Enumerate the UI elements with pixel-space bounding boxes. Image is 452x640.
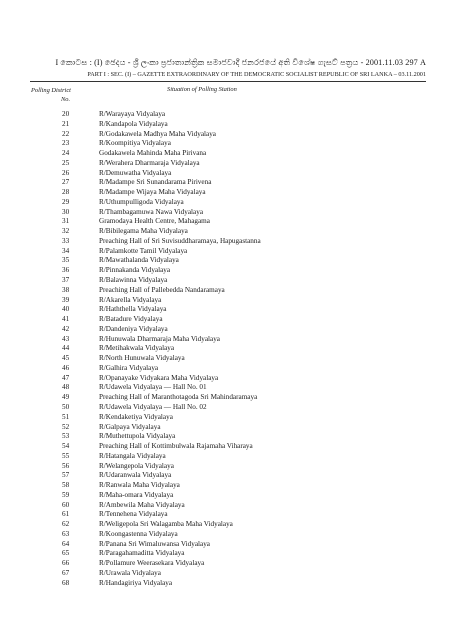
polling-district-number: 41	[62, 315, 70, 324]
table-row	[0, 247, 430, 257]
table-row	[0, 510, 430, 520]
polling-station-name: Preaching Hall of Sri Suvisuddharamaya, Hapugastanna	[99, 236, 261, 245]
polling-district-number: 66	[62, 559, 70, 568]
polling-station-name: R/Udawela Vidyalaya — Hall No. 02	[99, 402, 207, 411]
polling-station-name: R/Urawala Vidyalaya	[99, 568, 161, 577]
polling-station-name: R/Kendaketiya Vidyalaya	[99, 412, 173, 421]
polling-district-number: 55	[62, 451, 70, 460]
table-row	[0, 237, 430, 247]
polling-district-number: 67	[62, 568, 70, 577]
table-row	[0, 130, 430, 140]
table-row	[0, 325, 430, 335]
polling-station-name: R/Werahera Dharmaraja Vidyalaya	[99, 158, 200, 167]
polling-district-number: 63	[62, 529, 70, 538]
polling-district-number: 49	[62, 393, 70, 402]
table-row	[0, 217, 430, 227]
polling-station-name: R/Dandeniya Vidyalaya	[99, 324, 168, 333]
polling-station-name: R/Uthumpulligoda Vidyalaya	[99, 197, 184, 206]
polling-district-number: 33	[62, 236, 70, 245]
table-row	[0, 579, 430, 589]
table-row	[0, 432, 430, 442]
table-row	[0, 159, 430, 169]
polling-station-name: R/Paragahamaditta Vidyalaya	[99, 549, 185, 558]
polling-station-name: R/Koongastenna Vidyalaya	[99, 529, 178, 538]
table-row	[0, 491, 430, 501]
polling-district-number: 52	[62, 422, 70, 431]
table-row	[0, 520, 430, 530]
polling-district-number: 30	[62, 207, 70, 216]
polling-district-number: 25	[62, 158, 70, 167]
column-header-district-no: No.	[61, 96, 71, 103]
polling-station-name: R/Balawinna Vidyalaya	[99, 276, 168, 285]
column-header-polling-district	[31, 86, 71, 104]
polling-district-number: 61	[62, 510, 70, 519]
polling-station-name: R/Hunuwala Dharmaraja Maha Vidyalaya	[99, 334, 220, 343]
polling-district-number: 22	[62, 129, 70, 138]
table-row	[0, 188, 430, 198]
polling-station-name: R/Haththella Vidyalaya	[99, 305, 167, 314]
table-row	[0, 344, 430, 354]
polling-station-name: R/Welangepola Vidyalaya	[99, 461, 174, 470]
polling-station-name: R/Ranwala Maha Vidyalaya	[99, 481, 180, 490]
table-row	[0, 393, 430, 403]
polling-district-number: 29	[62, 197, 70, 206]
polling-district-number: 40	[62, 305, 70, 314]
polling-station-name: R/North Hunuwala Vidyalaya	[99, 354, 185, 363]
table-row	[0, 139, 430, 149]
table-row	[0, 403, 430, 413]
polling-district-number: 51	[62, 412, 70, 421]
polling-station-name: R/Akarella Vidyalaya	[99, 295, 162, 304]
table-row	[0, 413, 430, 423]
header-rule	[30, 81, 426, 82]
polling-station-name: R/Handagiriya Vidyalaya	[99, 578, 173, 587]
polling-district-number: 46	[62, 363, 70, 372]
polling-district-number: 47	[62, 373, 70, 382]
column-header-district-label: Polling District	[31, 87, 71, 94]
polling-district-number: 26	[62, 168, 70, 177]
polling-station-name: R/Mawathalanda Vidyalaya	[99, 256, 179, 265]
polling-station-list	[0, 110, 430, 589]
polling-district-number: 32	[62, 227, 70, 236]
polling-station-name: R/Ambewila Maha Vidyalaya	[99, 500, 185, 509]
polling-station-name: R/Pinnakanda Vidyalaya	[99, 266, 171, 275]
column-header-polling-station: Situation of Polling Station	[167, 86, 237, 93]
polling-station-name: R/Palamkotte Tamil Vidyalaya	[99, 246, 188, 255]
polling-station-name: R/Hatangala Vidyalaya	[99, 451, 166, 460]
polling-district-number: 31	[62, 217, 70, 226]
table-row	[0, 266, 430, 276]
polling-station-name: R/Bibilegama Maha Vidyalaya	[99, 227, 188, 236]
table-row	[0, 315, 430, 325]
polling-station-name: R/Warayaya Vidyalaya	[99, 110, 166, 118]
gazette-header-sinhala: I කොටස : (I) ඡෙදය - ශ්‍රී ලංකා ප්‍රජාතාන්ත්‍රික සමාජවාදී ජනරජයේ අති විශේෂ ගැසට් පත්‍රය - 2001.11.03 297 A	[55, 58, 426, 67]
table-row	[0, 178, 430, 188]
table-row	[0, 335, 430, 345]
polling-district-number: 56	[62, 461, 70, 470]
polling-station-name: Preaching Hall of Pallebedda Nandaramaya	[99, 285, 225, 294]
polling-station-name: R/Maha-omara Vidyalaya	[99, 490, 174, 499]
table-row	[0, 198, 430, 208]
polling-district-number: 42	[62, 324, 70, 333]
polling-station-name: R/Udawela Vidyalaya — Hall No. 01	[99, 383, 207, 392]
table-row	[0, 169, 430, 179]
polling-district-number: 45	[62, 354, 70, 363]
polling-district-number: 64	[62, 539, 70, 548]
table-row	[0, 276, 430, 286]
polling-station-name: R/Muthettupola Vidyalaya	[99, 432, 176, 441]
gazette-header-english: PART I : SEC. (I) – GAZETTE EXTRAORDINARY OF THE DEMOCRATIC SOCIALIST REPUBLIC OF SRI LANKA – 03.11.2001	[87, 71, 426, 78]
polling-station-name: R/Panana Sri Wimaluwansa Vidyalaya	[99, 539, 210, 548]
polling-district-number: 60	[62, 500, 70, 509]
polling-station-name: R/Tennehena Vidyalaya	[99, 510, 168, 519]
polling-district-number: 43	[62, 334, 70, 343]
polling-district-number: 58	[62, 481, 70, 490]
polling-station-name: R/Batadure Vidyalaya	[99, 315, 163, 324]
polling-station-name: R/Metihakwala Vidyalaya	[99, 344, 175, 353]
table-row	[0, 569, 430, 579]
table-row	[0, 120, 430, 130]
polling-station-name: R/Opanayake Vidyakara Maha Vidyalaya	[99, 373, 219, 382]
polling-station-name: R/Galhira Vidyalaya	[99, 363, 159, 372]
polling-district-number: 57	[62, 471, 70, 480]
table-row	[0, 423, 430, 433]
polling-district-number: 20	[62, 110, 70, 118]
polling-district-number: 65	[62, 549, 70, 558]
polling-station-name: R/Weligepola Sri Walagamba Maha Vidyalaya	[99, 520, 233, 529]
table-row	[0, 462, 430, 472]
polling-station-name: Godakawela Mahinda Maha Pirivana	[99, 149, 207, 158]
polling-station-name: R/Thambagamuwa Nawa Vidyalaya	[99, 207, 204, 216]
polling-district-number: 54	[62, 442, 70, 451]
table-row	[0, 149, 430, 159]
polling-district-number: 48	[62, 383, 70, 392]
polling-district-number: 62	[62, 520, 70, 529]
table-row	[0, 354, 430, 364]
table-row	[0, 549, 430, 559]
polling-district-number: 28	[62, 188, 70, 197]
table-row	[0, 540, 430, 550]
table-row	[0, 227, 430, 237]
polling-station-name: Preaching Hall of Maranthotagoda Sri Mahindaramaya	[99, 393, 258, 402]
table-row	[0, 442, 430, 452]
table-row	[0, 208, 430, 218]
polling-station-name: R/Koompitiya Vidyalaya	[99, 139, 171, 148]
table-row	[0, 452, 430, 462]
polling-district-number: 39	[62, 295, 70, 304]
polling-district-number: 35	[62, 256, 70, 265]
table-row	[0, 110, 430, 120]
table-row	[0, 286, 430, 296]
polling-station-name: R/Godakawela Madhya Maha Vidyalaya	[99, 129, 216, 138]
table-row	[0, 383, 430, 393]
table-row	[0, 256, 430, 266]
polling-district-number: 53	[62, 432, 70, 441]
table-row	[0, 471, 430, 481]
polling-district-number: 36	[62, 266, 70, 275]
polling-station-name: R/Madampe Sri Sunandarama Pirivena	[99, 178, 212, 187]
polling-district-number: 34	[62, 246, 70, 255]
polling-station-name: R/Madampe Wijaya Maha Vidyalaya	[99, 188, 206, 197]
polling-station-name: R/Galpaya Vidyalaya	[99, 422, 161, 431]
table-row	[0, 530, 430, 540]
polling-station-name: R/Udaranwala Vidyalaya	[99, 471, 172, 480]
table-row	[0, 374, 430, 384]
polling-district-number: 38	[62, 285, 70, 294]
table-row	[0, 296, 430, 306]
polling-district-number: 23	[62, 139, 70, 148]
polling-station-name: R/Kandapola Vidyalaya	[99, 119, 168, 128]
table-row	[0, 305, 430, 315]
polling-district-number: 37	[62, 276, 70, 285]
table-row	[0, 481, 430, 491]
polling-district-number: 27	[62, 178, 70, 187]
polling-station-name: R/Pollamure Weerasekara Vidyalaya	[99, 559, 205, 568]
polling-district-number: 44	[62, 344, 70, 353]
polling-district-number: 24	[62, 149, 70, 158]
polling-district-number: 68	[62, 578, 70, 587]
table-row	[0, 364, 430, 374]
table-row	[0, 501, 430, 511]
polling-station-name: Preaching Hall of Kottimbulwala Rajamaha Viharaya	[99, 442, 253, 451]
polling-station-name: R/Demuwatha Vidyalaya	[99, 168, 172, 177]
polling-district-number: 50	[62, 402, 70, 411]
polling-district-number: 59	[62, 490, 70, 499]
polling-station-name: Gramodaya Health Centre, Mahagama	[99, 217, 210, 226]
table-row	[0, 559, 430, 569]
polling-district-number: 21	[62, 119, 70, 128]
